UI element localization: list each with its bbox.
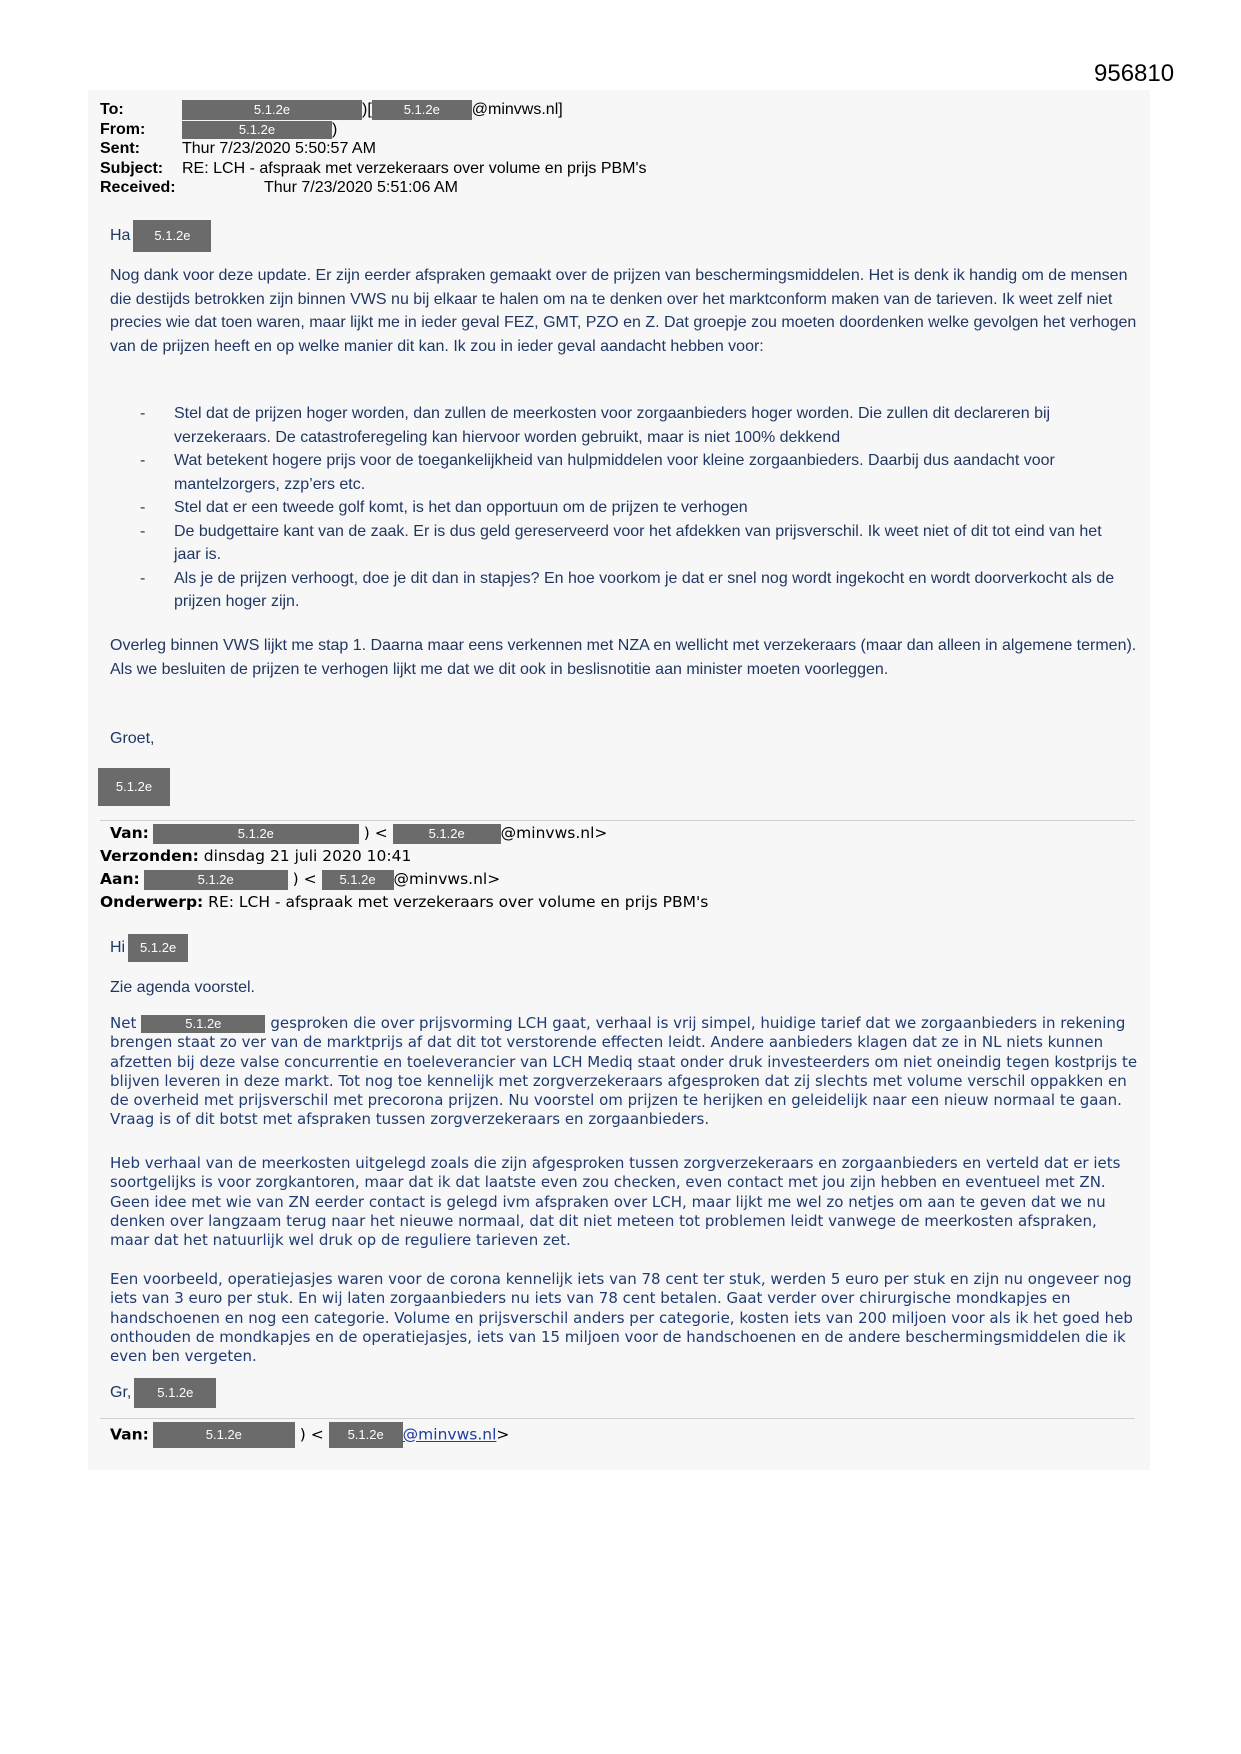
net-rest: gesproken die over prijsvorming LCH gaat, verhaal is vrij simpel, huidige tarief dat we zorgaanbieders in rekening brengen staat zo ver van de marktprijs af dat dit tot verstorende effecten leidt. Andere aanbieders klagen dat ze in NL niets kunnen afzetten bij deze valse concurrentie en toeleverancier van LCH Mediq staat onder druk investeerders om niet oneindig tegen kostprijs te blijven leveren in deze markt. Tot nog toe kennelijk met zorgverzekeraars afgesproken dat zij slechts met volume verschil oppakken en de overheid met prijsverschil met precorona prijzen. Nu voorstel om prijzen te herijken en geleidelijk naar een nieuw normaal te gaan. Vraag is of dit botst met afspraken tussen zorgverzekeraars en zorgaanbieders. [110, 1014, 1138, 1129]
reply-closing: Groet, [110, 730, 155, 747]
bullet-text: Als je de prijzen verhoogt, doe je dit dan in stapjes? En hoe voorkom je dat er snel nog wordt ingekocht en wordt doorverkocht als de prijzen hoger zijn. [174, 569, 1115, 610]
redaction-box: 5.1.2e [372, 100, 472, 120]
msg2-paragraph-1 [110, 1014, 1140, 1130]
received-value: Thur 7/23/2020 5:51:06 AM [264, 179, 458, 196]
onderwerp-value: RE: LCH - afspraak met verzekeraars over volume en prijs PBM's [208, 893, 709, 911]
van-label: Van: [110, 1425, 149, 1444]
redaction-box: 5.1.2e [182, 121, 332, 139]
header-received-row [100, 178, 458, 198]
redaction-box: 5.1.2e [141, 1015, 265, 1033]
redaction-box: 5.1.2e [133, 220, 211, 252]
redaction-box: 5.1.2e [322, 870, 394, 890]
closing-text: Gr, [110, 1384, 132, 1402]
list-item: - Als je de prijzen verhoogt, doe je dit dan in stapjes? En hoe voorkom je dat er snel nog wordt ingekocht en wordt doorverkocht als de prijzen hoger zijn. [140, 569, 1115, 610]
reply-greeting-row [110, 220, 1140, 252]
reply-bullet-list [140, 402, 1130, 614]
header-subject-row [100, 159, 647, 179]
reply-paragraph-2: Overleg binnen VWS lijkt me stap 1. Daarna maar eens verkennen met NZA en wellicht met verzekeraars (maar dan alleen in algemene termen). Als we besluiten de prijzen te verhogen lijkt me dat we dit ook in beslisnotitie aan minister moeten voorleggen. [110, 637, 1137, 678]
fwd2-van-row [110, 1422, 509, 1448]
bullet-text: Stel dat er een tweede golf komt, is het dan opportuun om de prijzen te verhogen [174, 499, 748, 516]
bracket-text: )[ [362, 101, 372, 119]
signature-redaction: 5.1.2e [98, 768, 170, 806]
list-item: - Wat betekent hogere prijs voor de toegankelijkheid van hulpmiddelen voor kleine zorgaanbieders. Daarbij dus aandacht voor mantelzorgers, zzp’ers etc. [140, 452, 1055, 493]
header-to-row [100, 100, 563, 120]
msg2-line1: Zie agenda voorstel. [110, 979, 255, 996]
redaction-box: 5.1.2e [128, 934, 188, 962]
bullet-text: De budgettaire kant van de zaak. Er is dus geld gereserveerd voor het afdekken van prijsverschil. Ik weet niet of dit tot eind van het jaar is. [174, 522, 1102, 563]
redaction-box: 5.1.2e [134, 1378, 216, 1408]
sent-value: Thur 7/23/2020 5:50:57 AM [182, 140, 376, 157]
fwd-van-row [110, 822, 607, 845]
to-domain: @minvws.nl] [471, 101, 563, 119]
separator [100, 820, 1135, 821]
van-domain: @minvws.nl> [500, 824, 608, 842]
sent-label: Sent: [100, 140, 140, 157]
document-id: 956810 [1094, 60, 1175, 87]
msg2-paragraph-3: Een voorbeeld, operatiejasjes waren voor de corona kennelijk iets van 78 cent ter stuk, werden 5 euro per stuk en zijn nu ongeveer nog iets van 3 euro per stuk. En wij laten zorgaanbieders nu iets van 78 cent betalen. Gaat verder over chirurgische mondkapjes en handschoenen en nog een categorie. Volume en prijsverschil anders per categorie, kosten iets van 200 miljoen voor als ik het goed heb onthouden de mondkapjes en de operatiejasjes, iets van 15 miljoen voor de handschoenen en de andere beschermingsmiddelen die ik even ben vergeten. [110, 1270, 1133, 1366]
aan-domain: @minvws.nl> [393, 870, 501, 888]
email-link[interactable]: @minvws.nl [402, 1425, 497, 1444]
van-label: Van: [110, 824, 149, 842]
fwd-aan-row [100, 868, 500, 891]
reply-paragraph-1: Nog dank voor deze update. Er zijn eerder afspraken gemaakt over de prijzen van beschermingsmiddelen. Het is denk ik handig om de mensen die destijds betrokken zijn binnen VWS nu bij elkaar te halen om na te denken over het marktconform maken van de tarieven. Ik weet zelf niet precies wie dat toen waren, maar lijkt me in ieder geval FEZ, GMT, PZO en Z. Dat groepje zou moeten doordenken welke gevolgen het verhogen van de prijzen heeft en op welke manier dit kan. Ik zou in ieder geval aandacht hebben voor: [110, 267, 1137, 355]
paren-text: ) [332, 121, 338, 138]
list-item: - Stel dat de prijzen hoger worden, dan zullen de meerkosten voor zorgaanbieders hoger worden. Die zullen dit declareren bij verzekeraars. De catastroferegeling kan hiervoor worden gebruikt, maar is niet 100% dekkend [140, 405, 1051, 446]
msg2-closing-row [110, 1378, 1140, 1408]
onderwerp-label: Onderwerp: [100, 893, 204, 911]
greeting-text: Ha [110, 227, 131, 245]
net-prefix: Net [110, 1014, 137, 1032]
paren-text: ) < [294, 1425, 329, 1444]
received-label: Received: [100, 179, 176, 196]
list-item: - Stel dat er een tweede golf komt, is het dan opportuun om de prijzen te verhogen [140, 499, 748, 516]
angle-close: > [496, 1425, 510, 1444]
redaction-box: 5.1.2e [153, 1422, 295, 1448]
msg2-paragraph-2: Heb verhaal van de meerkosten uitgelegd zoals die zijn afgesproken tussen zorgverzekeraars en zorgaanbieders en verteld dat er iets soortgelijks is voor zorgkantoren, maar dat ik dat laatste even zou checken, even contact met jou zijn hebben en eventueel met ZN. Geen idee met wie van ZN eerder contact is gelegd ivm afspraken over LCH, maar lijkt me wel zo netjes om aan te geven dat we nu denken over langzaam terug naar het nieuwe normaal, dat dit niet meteen tot problemen leidt vanwege de meerkosten afspraken, maar dat het natuurlijk wel druk op de reguliere tarieven zet. [110, 1154, 1121, 1250]
redaction-box: 5.1.2e [153, 824, 359, 844]
fwd-onderwerp-row [100, 891, 708, 914]
bullet-text: Wat betekent hogere prijs voor de toegankelijkheid van hulpmiddelen voor kleine zorgaanbieders. Daarbij dus aandacht voor mantelzorgers, zzp’ers etc. [174, 452, 1055, 493]
subject-value: RE: LCH - afspraak met verzekeraars over volume en prijs PBM's [182, 160, 647, 177]
header-sent-row [100, 139, 376, 159]
bullet-text: Stel dat de prijzen hoger worden, dan zullen de meerkosten voor zorgaanbieders hoger worden. Die zullen dit declareren bij verzekeraars. De catastroferegeling kan hiervoor worden gebruikt, maar is niet 100% dekkend [174, 405, 1051, 446]
to-label: To: [100, 101, 124, 119]
greeting-text: Hi [110, 939, 126, 957]
paren-text: ) < [358, 824, 393, 842]
verzonden-value: dinsdag 21 juli 2020 10:41 [203, 847, 412, 865]
from-label: From: [100, 121, 146, 138]
fwd-verzonden-row [100, 845, 411, 868]
header-from-row [100, 120, 337, 140]
redaction-box: 5.1.2e [144, 870, 288, 890]
redaction-box: 5.1.2e [329, 1422, 403, 1448]
separator [100, 1418, 1135, 1419]
list-item: - De budgettaire kant van de zaak. Er is dus geld gereserveerd voor het afdekken van prijsverschil. Ik weet niet of dit tot eind van het jaar is. [140, 522, 1102, 563]
verzonden-label: Verzonden: [100, 847, 199, 865]
redaction-box: 5.1.2e [182, 100, 362, 120]
msg2-greeting-row [110, 934, 1140, 962]
paren-text: ) < [287, 870, 322, 888]
aan-label: Aan: [100, 870, 140, 888]
subject-label: Subject: [100, 160, 164, 177]
redaction-box: 5.1.2e [393, 824, 501, 844]
